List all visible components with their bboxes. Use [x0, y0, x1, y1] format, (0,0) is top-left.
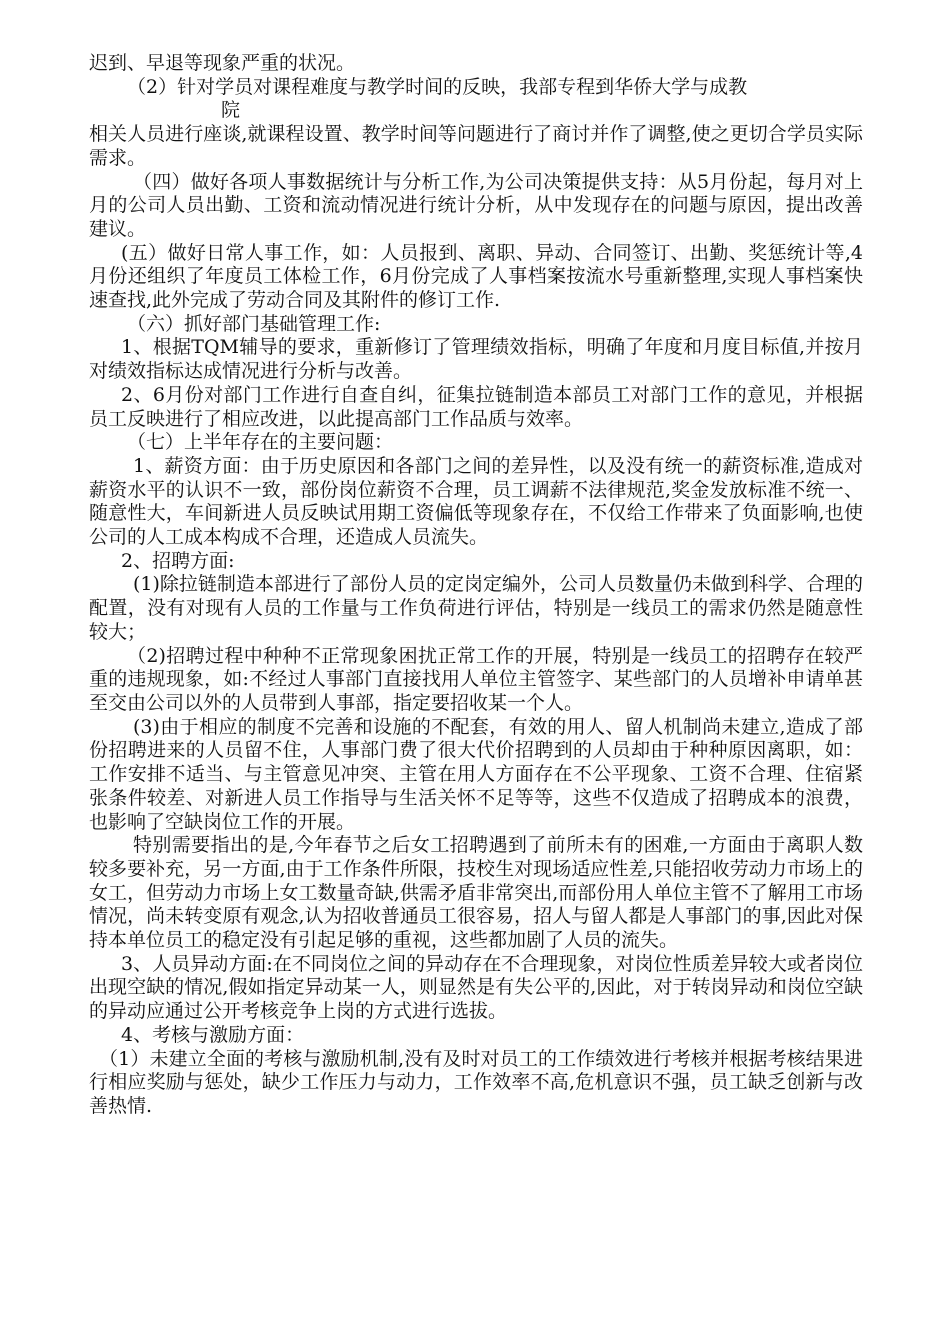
paragraph: 特别需要指出的是,今年春节之后女工招聘遇到了前所未有的困难,一方面由于离职人数较多要补充，另一方面,由于工作条件所限，技校生对现场适应性差,只能招收劳动力市场上的女工，但劳动力市场上女工数量奇缺,供需矛盾非常突出,而部份用人单位主管不了解用工市场情况，尚未转变原有观念,认为招收普通员工很容易，招人与留人都是人事部门的事,因此对保持本单位员工的稳定没有引起足够的重视，这些都加剧了人员的流失。: [89, 834, 863, 952]
paragraph: （四）做好各项人事数据统计与分析工作,为公司决策提供支持：从5月份起，每月对上月的公司人员出勤、工资和流动情况进行统计分析，从中发现存在的问题与原因，提出改善建议。: [89, 170, 863, 240]
paragraph: （1）未建立全面的考核与激励机制,没有及时对员工的工作绩效进行考核并根据考核结果进行相应奖励与惩处，缺少工作压力与动力，工作效率不高,危机意识不强，员工缺乏创新与改善热情.: [89, 1047, 863, 1117]
paragraph: 4、考核与激励方面：: [121, 1023, 305, 1046]
paragraph: （六）抓好部门基础管理工作:: [127, 312, 381, 335]
paragraph: 2、招聘方面:: [121, 549, 235, 572]
paragraph: 1、根据TQM辅导的要求，重新修订了管理绩效指标，明确了年度和月度目标值,并按月对绩效指标达成情况进行分析与改善。: [89, 336, 863, 383]
paragraph: (1)除拉链制造本部进行了部份人员的定岗定编外，公司人员数量仍未做到科学、合理的配置，没有对现有人员的工作量与工作负荷进行评估，特别是一线员工的需求仍然是随意性较大；: [89, 573, 863, 643]
paragraph: 迟到、早退等现象严重的状况。: [89, 52, 356, 74]
paragraph: 3、人员异动方面:在不同岗位之间的异动存在不合理现象，对岗位性质差异较大或者岗位出现空缺的情况,假如指定异动某一人，则显然是有失公平的,因此，对于转岗异动和岗位空缺的异动应通过公开考核竞争上岗的方式进行选拔。: [89, 952, 863, 1023]
paragraph: （2）针对学员对课程难度与教学时间的反映，我部专程到华侨大学与成教: [127, 75, 748, 98]
paragraph: (3)由于相应的制度不完善和设施的不配套，有效的用人、留人机制尚未建立,造成了部份招聘进来的人员留不住，人事部门费了很大代价招聘到的人员却由于种种原因离职，如：工作安排不适当、与主管意见冲突、主管在用人方面存在不公平现象、工资不合理、住宿紧张条件较差、对新进人员工作指导与生活关怀不足等等，这些不仅造成了招聘成本的浪费，也影响了空缺岗位工作的开展。: [89, 715, 863, 833]
paragraph: 2、6月份对部门工作进行自查自纠，征集拉链制造本部员工对部门工作的意见，并根据员工反映进行了相应改进，以此提高部门工作品质与效率。: [89, 383, 863, 430]
paragraph: (五）做好日常人事工作，如：人员报到、离职、异动、合同签订、出勤、奖惩统计等,4月份还组织了年度员工体检工作，6月份完成了人事档案按流水号重新整理,实现人事档案快速查找,此外完成了劳动合同及其附件的修订工作.: [89, 241, 863, 312]
paragraph: 1、薪资方面：由于历史原因和各部门之间的差异性，以及没有统一的薪资标准,造成对薪资水平的认识不一致，部份岗位薪资不合理，员工调薪不法律规范,奖金发放标准不统一、随意性大，车间新进人员反映试用期工资偏低等现象存在，不仅给工作带来了负面影响,也使公司的人工成本构成不合理，还造成人员流失。: [89, 454, 863, 549]
paragraph: 相关人员进行座谈,就课程设置、教学时间等问题进行了商讨并作了调整,使之更切合学员实际需求。: [89, 123, 863, 169]
paragraph: 院: [221, 99, 241, 122]
document-body: [89, 52, 863, 1119]
paragraph: （2)招聘过程中种种不正常现象困扰正常工作的开展，特别是一线员工的招聘存在较严重的违规现象，如:不经过人事部门直接找用人单位主管签字、某些部门的人员增补申请单甚至交由公司以外的人员带到人事部，指定要招收某一个人。: [89, 644, 863, 714]
paragraph: （七）上半年存在的主要问题：: [127, 431, 394, 454]
